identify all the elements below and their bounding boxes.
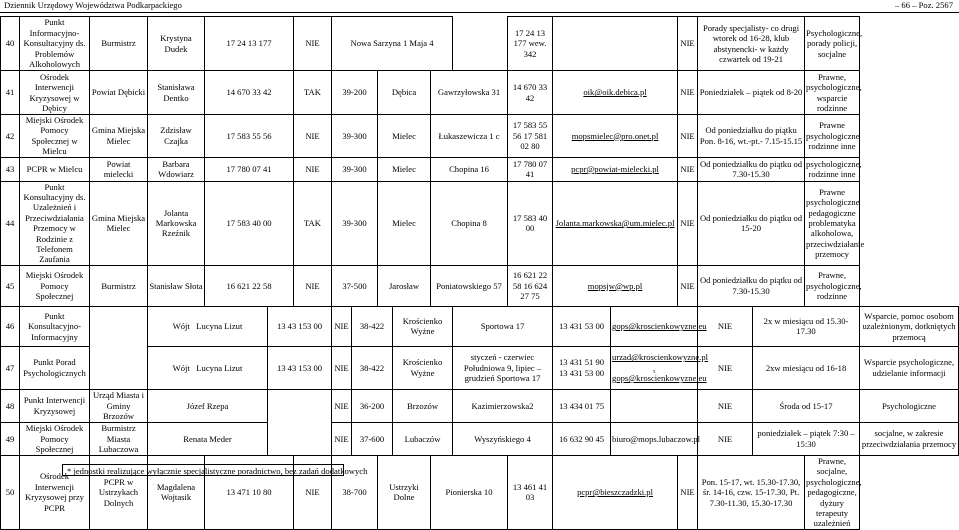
opening-hours: Porady specjalisty- co drugi wtorek od 16-28, klub abstynencki- w każdy czwartek od 19-21 [698, 17, 805, 71]
nie-flag: NIE [698, 389, 753, 422]
footnote: * jednostki realizujące wyłącznie specjalistyczne poradnictwo, bez zadań dodatkowych [62, 464, 344, 476]
opening-hours: Od poniedziałku do piątku od 7.30-15.30 [698, 265, 805, 306]
header-rule [0, 12, 959, 13]
institution: PCPR w Mielcu [20, 157, 90, 181]
institution: Miejski Ośrodek Pomocy Społecznej [20, 265, 90, 306]
street: Pionierska 10 [431, 455, 508, 529]
postal-code: 37-600 [352, 422, 393, 455]
nie-flag: NIE [294, 157, 332, 181]
opening-hours: poniedziałek – piątek 7:30 – 15:30 [753, 422, 860, 455]
nie-flag: NIE [294, 17, 332, 71]
institution: Miejski Ośrodek Pomocy Społecznej w Mielcu [20, 115, 90, 158]
organizer: Burmistrz Miasta Lubaczowa [90, 422, 148, 455]
organizer: Powiat Dębicki [90, 71, 148, 115]
row-number: 45 [1, 265, 20, 306]
empty-cell [453, 17, 508, 71]
organizer: Burmistrz [90, 17, 148, 71]
nie-flag: NIE [678, 17, 698, 71]
street: Wyszyńskiego 4 [453, 422, 553, 455]
organizer: Powiat mielecki [90, 157, 148, 181]
phone: 17 583 55 56 [205, 115, 294, 158]
postal-code: 36-200 [352, 389, 393, 422]
nie-flag: NIE [294, 115, 332, 158]
nie-flag: NIE [294, 455, 332, 529]
opening-hours: Od poniedziałku do piątku od 15-20 [698, 181, 805, 265]
table-row [1, 422, 959, 455]
street: Sportowa 17 [453, 306, 553, 346]
help-type: Wsparcie psychologiczne, udzielanie informacji [860, 346, 959, 389]
opening-hours: Środa od 15-17 [753, 389, 860, 422]
email-link[interactable]: pcpr@powiat-mielecki.pl [553, 157, 678, 181]
postal-code: 37-500 [332, 265, 378, 306]
row-number: 43 [1, 157, 20, 181]
institutions-table [0, 16, 959, 530]
nie-flag: NIE [698, 422, 753, 455]
journal-title: Dziennik Urzędowy Województwa Podkarpackiego [4, 0, 182, 10]
email [611, 389, 698, 422]
institution: Ośrodek Interwencji Kryzysowej w Dębicy [20, 71, 90, 115]
nie-flag: NIE [698, 346, 753, 389]
phone: 13 471 10 80 [205, 455, 294, 529]
nie-flag: NIE [332, 346, 352, 389]
table-row [1, 265, 959, 306]
email-link[interactable]: oik@oik.debica.pl [553, 71, 678, 115]
help-type: Prawne psychologiczne pedagogiczne problematyka alkoholowa, przeciwdziałanie przemocy [805, 181, 860, 265]
organizer: Wójt [172, 362, 190, 373]
table-row [1, 71, 959, 115]
contact-person: Zdzisław Czajka [148, 115, 205, 158]
opening-hours: 2x w miesiącu od 15.30-17.30 [753, 306, 860, 346]
phone: 14 670 33 42 [205, 71, 294, 115]
empty-cell [90, 346, 148, 389]
organizer: Burmistrz [90, 265, 148, 306]
organizer: Wójt [172, 321, 190, 332]
city: Krościenko Wyżne [393, 346, 453, 389]
page-position: – 66 – Poz. 2567 [894, 0, 953, 10]
help-type: Prawne, psychologiczne, rodzinne [805, 265, 860, 306]
postal-code: 38-422 [352, 306, 393, 346]
opening-hours: Poniedziałek – piątek od 8-20 [698, 71, 805, 115]
street: Łukaszewicza 1 c [431, 115, 508, 158]
help-type: psychologiczne, rodzinne inne [806, 158, 862, 180]
nie-flag: NIE [332, 389, 352, 422]
nie-flag: NIE [678, 115, 698, 158]
help-type: Prawne, socjalne, psychologiczne, pedagogiczne, dyżury terapeuty uzależnień [806, 455, 862, 529]
city: Ustrzyki Dolne [378, 455, 431, 529]
city: Brzozów [393, 389, 453, 422]
table-row [1, 346, 959, 389]
contact-person: Stanisława Dentko [148, 71, 205, 115]
row-number: 46 [1, 306, 20, 346]
institution: Punkt Porad Psychologicznych [20, 346, 90, 389]
organizer-person [148, 306, 268, 346]
street: Chopina 16 [431, 157, 508, 181]
row-number: 50 [1, 455, 20, 529]
phone-numbers: 13 431 51 90 13 431 53 00 [553, 346, 611, 389]
help-type: Psychologiczne, porady policji, socjalne [805, 17, 860, 71]
street: Kazimierzowska2 [453, 389, 553, 422]
row-number: 41 [1, 71, 20, 115]
phone-numbers: 17 780 07 41 [508, 157, 553, 181]
help-type: Wsparcie, pomoc osobom uzależnionym, dotkniętych przemocą [860, 306, 959, 346]
table-row [1, 17, 959, 71]
street: Poniatowskiego 57 [431, 265, 508, 306]
nie-flag: NIE [332, 422, 352, 455]
nie-flag: NIE [678, 71, 698, 115]
row-number: 48 [1, 389, 20, 422]
table-row [1, 306, 959, 346]
city: Mielec [378, 115, 431, 158]
phone: 17 583 40 00 [205, 181, 294, 265]
phone-numbers: 17 583 55 56 17 581 02 80 [508, 115, 553, 158]
tak-flag: TAK [294, 181, 332, 265]
city: Mielec [378, 157, 431, 181]
help-type: Prawne, psychologiczne, wsparcie rodzinne [806, 71, 862, 113]
help-type: Prawne psychologiczne rodzinne inne [805, 115, 860, 158]
organizer: PCPR w Ustrzykach Dolnych [90, 455, 148, 529]
city: Jarosław [378, 265, 431, 306]
institution: Punkt Konsultacyjno-Informacyjny [20, 306, 90, 346]
street: Gawrzyłowska 31 [431, 71, 508, 115]
email-link[interactable]: mopsjw@wp.pl [553, 265, 678, 306]
institution: Punkt Informacyjno-Konsultacyjny ds. Problemów Alkoholowych [20, 17, 90, 71]
address: Nowa Sarzyna 1 Maja 4 [332, 17, 453, 71]
opening-hours: Pon. 15-17, wt. 15.30-17.30, śr. 14-16, czw. 15-17.30, Pt. 7.30-11.30, 15.30-17.30 [698, 455, 805, 529]
email-link[interactable]: gops@kroscienkowyzne.eu [611, 306, 698, 346]
institution: Punkt Konsultacyjny ds. Uzależnień i Przeciwdziałania Przemocy w Rodzinie z Telefonem Zaufania [20, 181, 90, 265]
institution: Ośrodek Interwencji Kryzysowej przy PCPR [20, 455, 90, 529]
nie-flag: NIE [678, 455, 698, 529]
empty-cell [268, 389, 332, 422]
help-type: socjalne, w zakresie przeciwdziałania przemocy [860, 422, 959, 455]
email-text: biuro@mops.lubaczow.pl [611, 422, 698, 455]
phone: 13 43 153 00 [268, 306, 332, 346]
phone: 17 780 07 41 [205, 157, 294, 181]
email [553, 17, 678, 71]
organizer: Gmina Miejska Mielec [90, 181, 148, 265]
phone-numbers: 16 621 22 58 16 624 27 75 [508, 265, 553, 306]
postal-code: 39-200 [332, 71, 378, 115]
city: Mielec [378, 181, 431, 265]
row-number: 44 [1, 181, 20, 265]
postal-code: 39-300 [332, 181, 378, 265]
contact-person: Renata Meder [148, 422, 268, 455]
page-header [0, 0, 959, 12]
organizer-person [148, 346, 268, 389]
empty-cell [268, 422, 332, 455]
postal-code: 38-422 [352, 346, 393, 389]
contact-person: Magdalena Wojtasik [148, 455, 205, 529]
postal-code: 39-300 [332, 115, 378, 158]
opening-hours: Od poniedziałku do piątku Pon. 8-16, wt.-pt.- 7.15-15.15 [698, 115, 805, 158]
postal-code: 39-300 [332, 157, 378, 181]
row-number: 42 [1, 115, 20, 158]
street: styczeń - czerwiec Południowa 9, lipiec – grudzień Sportowa 17 [453, 346, 553, 389]
nie-flag: NIE [678, 157, 698, 181]
city: Lubaczów [393, 422, 453, 455]
contact-person: Jolanta Markowska Rzeźnik [148, 181, 205, 265]
row-number: 47 [1, 346, 20, 389]
table-row [1, 181, 959, 265]
phone-numbers: 16 632 90 45 [553, 422, 611, 455]
email-link[interactable]: Jolanta.markowska@um.mielec.pl [553, 181, 678, 265]
tak-flag: TAK [294, 71, 332, 115]
contact-person: Lucyna Lizut [196, 362, 243, 373]
organizer: Urząd Miasta i Gminy Brzozów [90, 389, 148, 422]
row-number: 40 [1, 17, 20, 71]
help-type: Psychologiczne [860, 389, 959, 422]
table-row [1, 389, 959, 422]
phone-numbers: 17 583 40 00 [508, 181, 553, 265]
contact-person: Stanisław Słota [148, 265, 205, 306]
email-link[interactable]: urzad@kroscienkowyzne.pl , gops@kroscienkowyzne.eu [611, 346, 698, 389]
city: Krościenko Wyżne [393, 306, 453, 346]
phone-numbers: 13 431 53 00 [553, 306, 611, 346]
phone-numbers: 13 434 01 75 [553, 389, 611, 422]
organizer: Gmina Miejska Mielec [90, 115, 148, 158]
phone: 16 621 22 58 [205, 265, 294, 306]
nie-flag: NIE [678, 265, 698, 306]
table-row [1, 157, 959, 181]
row-number: 49 [1, 422, 20, 455]
phone-numbers: 14 670 33 42 [508, 71, 553, 115]
opening-hours: Od poniedziałku do piątku od 7.30-15.30 [698, 157, 805, 181]
empty-cell [90, 306, 148, 346]
contact-person: Józef Rzepa [148, 389, 268, 422]
city: Dębica [378, 71, 431, 115]
phone: 13 43 153 00 [268, 346, 332, 389]
nie-flag: NIE [294, 265, 332, 306]
nie-flag: NIE [698, 306, 753, 346]
table-row [1, 115, 959, 158]
opening-hours: 2xw miesiącu od 16-18 [753, 346, 860, 389]
phone-numbers: 13 461 41 03 [508, 455, 553, 529]
institution: Miejski Ośrodek Pomocy Społecznej [20, 422, 90, 455]
email-link[interactable]: mopsmielec@pro.onet.pl [553, 115, 678, 158]
contact-person: Krystyna Dudek [148, 17, 205, 71]
postal-code: 38-700 [332, 455, 378, 529]
contact-person: Lucyna Lizut [196, 321, 243, 332]
contact-person: Barbara Wdowiarz [148, 157, 205, 181]
phone-numbers: 17 24 13 177 wew. 342 [508, 17, 553, 71]
email-link[interactable]: pcpr@bieszczadzki.pl [553, 455, 678, 529]
phone: 17 24 13 177 [205, 17, 294, 71]
institution: Punkt Interwencji Kryzysowej [20, 389, 90, 422]
nie-flag: NIE [332, 306, 352, 346]
street: Chopina 8 [431, 181, 508, 265]
nie-flag: NIE [678, 181, 698, 265]
